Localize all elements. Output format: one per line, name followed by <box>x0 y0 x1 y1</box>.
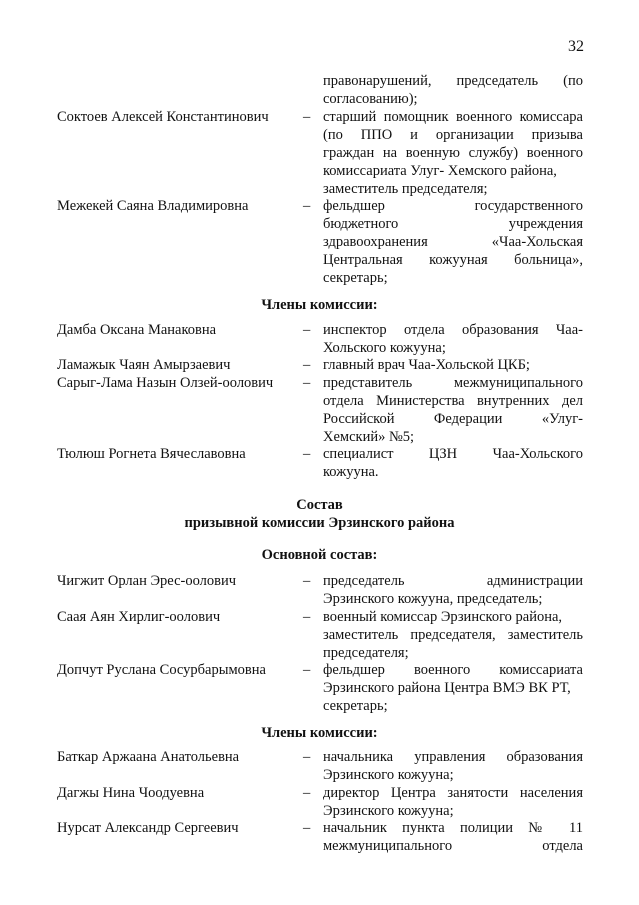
description-line: комиссариата Улуг- Хемского района, <box>323 163 557 179</box>
description-line: начальник пункта полиции № 11 <box>323 820 583 836</box>
dash: – <box>303 785 311 801</box>
description-line: отдела Министерства внутренних дел <box>323 393 583 409</box>
composition-title: Состав <box>296 497 343 513</box>
description-line: заместитель председателя, заместитель <box>323 627 583 643</box>
description-line: Хольского кожууна; <box>323 340 446 356</box>
description-line: директор Центра занятости населения <box>323 785 583 801</box>
description-line: бюджетного учреждения <box>323 216 583 232</box>
description-line: заместитель председателя; <box>323 181 488 197</box>
member-name: Чигжит Орлан Эрес-оолович <box>57 573 237 589</box>
dash: – <box>303 820 311 836</box>
description-line: Российской Федерации «Улуг- <box>323 411 583 427</box>
description-line: старший помощник военного комиссара <box>323 109 583 125</box>
description-line: секретарь; <box>323 698 388 714</box>
dash: – <box>303 609 311 625</box>
description-line: Эрзинского кожууна; <box>323 803 454 819</box>
member-name: Соктоев Алексей Константинович <box>57 109 269 125</box>
member-name: Баткар Аржаана Анатольевна <box>57 749 240 765</box>
description-line: начальника управления образования <box>323 749 583 765</box>
dash: – <box>303 357 311 373</box>
description-line: главный врач Чаа-Хольской ЦКБ; <box>323 357 530 373</box>
member-name: Дамба Оксана Манаковна <box>57 322 217 338</box>
description-line: кожууна. <box>323 464 379 480</box>
description-line: здравоохранения «Чаа-Хольская <box>323 234 583 250</box>
description-line: Эрзинского кожууна, председатель; <box>323 591 543 607</box>
description-line: председатель администрации <box>323 573 583 589</box>
description-line: Эрзинского района Центра ВМЭ ВК РТ, <box>323 680 571 696</box>
description-line: фельдшер военного комиссариата <box>323 662 583 678</box>
description-line: Хемский» №5; <box>323 429 415 445</box>
dash: – <box>303 375 311 391</box>
section-heading: Члены комиссии: <box>261 297 378 313</box>
description-line: председателя; <box>323 645 409 661</box>
description-line: секретарь; <box>323 270 388 286</box>
member-name: Тюлюш Рогнета Вячеславовна <box>57 446 246 462</box>
commission-title: призывной комиссии Эрзинского района <box>184 515 455 531</box>
description-line: граждан на военную службу) военного <box>323 145 583 161</box>
description-line: инспектор отдела образования Чаа- <box>323 322 583 338</box>
description-line: представитель межмуниципального <box>323 375 583 391</box>
dash: – <box>303 198 311 214</box>
description-line: Эрзинского кожууна; <box>323 767 454 783</box>
member-name: Межекей Саяна Владимировна <box>57 198 249 214</box>
description-line: (по ППО и организации призыва <box>323 127 583 143</box>
dash: – <box>303 446 311 462</box>
member-name: Саая Аян Хирлиг-оолович <box>57 609 221 625</box>
member-name: Сарыг-Лама Назын Олзей-оолович <box>57 375 274 391</box>
section-heading: Основной состав: <box>261 547 378 563</box>
description-line: военный комиссар Эрзинского района, <box>323 609 563 625</box>
member-name: Дагжы Нина Чоодуевна <box>57 785 205 801</box>
description-line: правонарушений, председатель (по <box>323 73 583 89</box>
dash: – <box>303 109 311 125</box>
member-name: Нурсат Александр Сергеевич <box>57 820 239 836</box>
page-number: 32 <box>568 38 584 55</box>
description-line: специалист ЦЗН Чаа-Хольского <box>323 446 583 462</box>
dash: – <box>303 322 311 338</box>
member-name: Допчут Руслана Сосурбарымовна <box>57 662 266 678</box>
dash: – <box>303 662 311 678</box>
dash: – <box>303 749 311 765</box>
description-line: Центральная кожууная больница», <box>323 252 583 268</box>
dash: – <box>303 573 311 589</box>
description-line: фельдшер государственного <box>323 198 583 214</box>
section-heading: Члены комиссии: <box>261 725 378 741</box>
description-line: межмуниципального отдела <box>323 838 583 854</box>
member-name: Ламажык Чаян Амырзаевич <box>57 357 231 373</box>
description-line: согласованию); <box>323 91 418 107</box>
